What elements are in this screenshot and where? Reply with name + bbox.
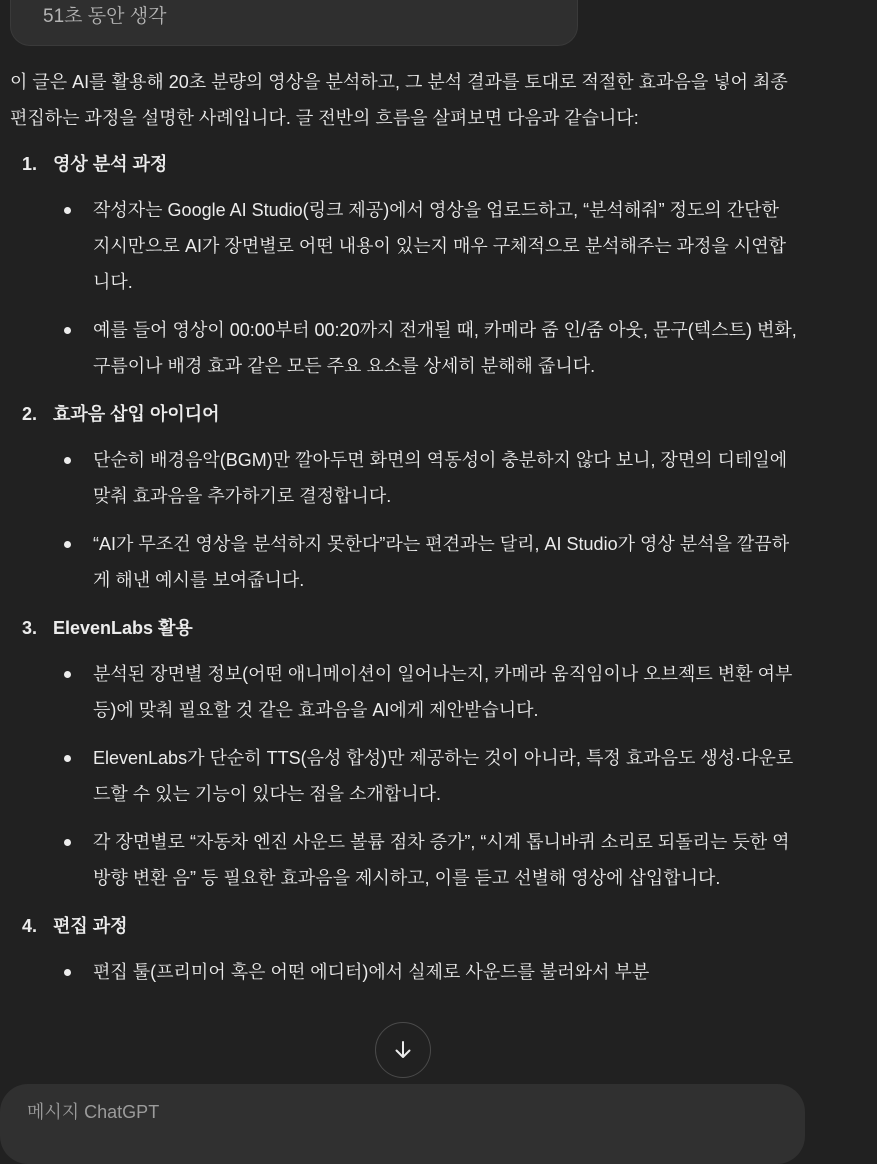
list-item: 예를 들어 영상이 00:00부터 00:20까지 전개될 때, 카메라 줌 인/줌 아웃, 문구(텍스트) 변화, 구름이나 배경 효과 같은 모든 주요 요소를 상세히 분해해 줍니다. xyxy=(10,312,800,384)
list-item: 작성자는 Google AI Studio(링크 제공)에서 영상을 업로드하고, “분석해줘” 정도의 간단한 지시만으로 AI가 장면별로 어떤 내용이 있는지 매우 구체적으로 분석해주는 과정을 시연합니다. xyxy=(10,192,800,300)
section-list xyxy=(10,146,800,990)
message-input-placeholder: 메시지 ChatGPT xyxy=(27,1102,160,1122)
section-item xyxy=(10,610,800,896)
list-item: ElevenLabs가 단순히 TTS(음성 합성)만 제공하는 것이 아니라, 특정 효과음도 생성·다운로드할 수 있는 기능이 있다는 점을 소개합니다. xyxy=(10,740,800,812)
assistant-message xyxy=(10,64,800,1002)
thinking-label: 51초 동안 생각 xyxy=(43,6,167,27)
arrow-down-icon xyxy=(392,1039,414,1061)
list-item: 단순히 배경음악(BGM)만 깔아두면 화면의 역동성이 충분하지 않다 보니, 장면의 디테일에 맞춰 효과음을 추가하기로 결정합니다. xyxy=(10,442,800,514)
section-number: 1. xyxy=(22,154,38,174)
list-item: 각 장면별로 “자동차 엔진 사운드 볼륨 점차 증가”, “시계 톱니바퀴 소리로 되돌리는 듯한 역방향 변환 음” 등 필요한 효과음을 제시하고, 이를 듣고 선별해 영상에 삽입합니다. xyxy=(10,824,800,896)
list-item: 편집 툴(프리미어 혹은 어떤 에디터)에서 실제로 사운드를 불러와서 부분 xyxy=(10,954,800,990)
section-title: 편집 과정 xyxy=(53,916,128,936)
section-number: 3. xyxy=(22,618,38,638)
message-input[interactable] xyxy=(0,1084,805,1164)
thinking-summary[interactable] xyxy=(10,0,578,46)
section-item xyxy=(10,146,800,384)
section-number: 2. xyxy=(22,404,38,424)
list-item: “AI가 무조건 영상을 분석하지 못한다”라는 편견과는 달리, AI Studio가 영상 분석을 깔끔하게 해낸 예시를 보여줍니다. xyxy=(10,526,800,598)
section-title: 효과음 삽입 아이디어 xyxy=(53,404,220,424)
section-title: 영상 분석 과정 xyxy=(53,154,168,174)
intro-paragraph: 이 글은 AI를 활용해 20초 분량의 영상을 분석하고, 그 분석 결과를 토대로 적절한 효과음을 넣어 최종 편집하는 과정을 설명한 사례입니다. 글 전반의 흐름을 살펴보면 다음과 같습니다: xyxy=(10,72,788,128)
list-item: 분석된 장면별 정보(어떤 애니메이션이 일어나는지, 카메라 움직임이나 오브젝트 변환 여부 등)에 맞춰 필요할 것 같은 효과음을 AI에게 제안받습니다. xyxy=(10,656,800,728)
section-item xyxy=(10,908,800,990)
section-number: 4. xyxy=(22,916,38,936)
scroll-to-bottom-button[interactable] xyxy=(375,1022,431,1078)
section-item xyxy=(10,396,800,598)
section-title: ElevenLabs 활용 xyxy=(53,618,193,638)
